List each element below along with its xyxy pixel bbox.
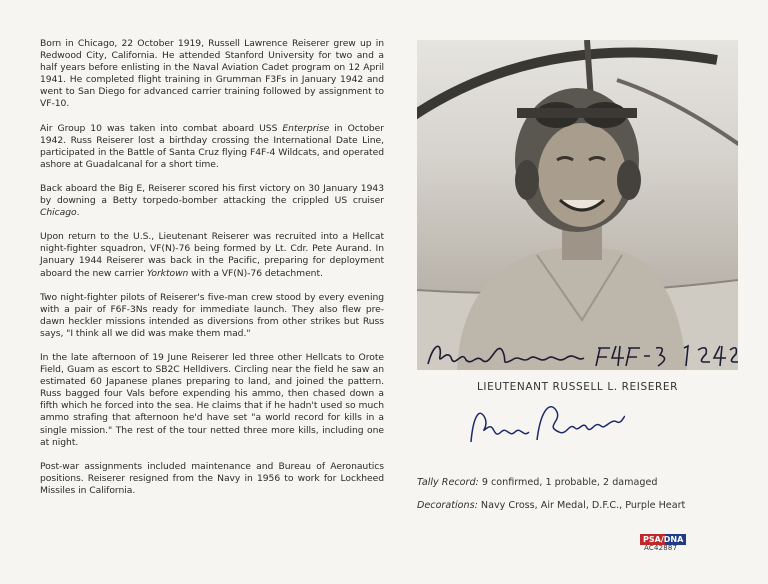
pilot-portrait-photo <box>417 40 738 370</box>
pilot-portrait-illustration <box>417 40 738 370</box>
bio-paragraph-4: Upon return to the U.S., Lieutenant Reiserer was recruited into a Hellcat night-fighter squadron, VF(N)-76 being formed by Lt. Cdr. Pete Aurand. In January 1944 Reiserer was back in the Pacific, preparing for deployment aboard the new carrier Yorktown with a VF(N)-76 detachment. <box>40 231 384 279</box>
ship-name-enterprise: Enterprise <box>282 122 330 134</box>
bio-paragraph-7: Post-war assignments included maintenance and Bureau of Aeronautics positions. Reiserer resigned from the Navy in 1956 to work for Lockheed Missiles in California. <box>40 460 384 496</box>
autograph-signature <box>465 398 625 456</box>
decorations <box>417 500 685 511</box>
psa-dna-logo: PSA/DNA <box>640 534 686 545</box>
bio-paragraph-2: Air Group 10 was taken into combat aboard USS Enterprise in October 1942. Russ Reiserer lost a birthday crossing the International Date Line, participated in the Battle of Santa Cruz flying F4F-4 Wildcats, and operated ashore at Guadalcanal for a short time. <box>40 122 384 170</box>
decorations-label: Decorations: <box>417 500 478 511</box>
tally-record <box>417 477 657 488</box>
tally-record-value: 9 confirmed, 1 probable, 2 damaged <box>478 477 658 488</box>
ship-name-chicago: Chicago <box>40 207 77 219</box>
autograph-signature-handwriting <box>465 398 625 456</box>
bio-paragraph-6: In the late afternoon of 19 June Reiserer led three other Hellcats to Orote Field, Guam as escort to SB2C Helldivers. Circling near the field he saw an estimated 60 Japanese planes preparing to land, and joined the pattern. Russ bagged four Vals before expending his ammo, then chased down a fifth which he forced into the sea. He claims that if he hadn't used so much ammo strafing that afternoon he'd have set "a world record for kills in a single mission." The rest of the tour netted three more kills, including one at night. <box>40 351 384 448</box>
photo-inscription <box>422 336 738 374</box>
bio-paragraph-3: Back aboard the Big E, Reiserer scored his first victory on 30 January 1943 by downing a Betty torpedo-bomber attacking the crippled US cruiser Chicago. <box>40 182 384 219</box>
portrait-caption: LIEUTENANT RUSSELL L. REISERER <box>476 381 679 393</box>
bio-paragraph-1: Born in Chicago, 22 October 1919, Russell Lawrence Reiserer grew up in Redwood City, California. He attended Stanford University for two and a half years before enlisting in the Naval Aviation Cadet program on 12 April 1941. He completed flight training in Grumman F3Fs in January 1942 and went to San Diego for advanced carrier training followed by assignment to VF-10. <box>40 38 384 110</box>
tally-record-label: Tally Record: <box>417 477 479 488</box>
photo-inscription-handwriting <box>422 336 738 374</box>
biography-text <box>40 38 384 509</box>
certificate-number: AC42887 <box>644 544 678 552</box>
bio-paragraph-5: Two night-fighter pilots of Reiserer's five-man crew stood by every evening with a pair of F6F-3Ns ready for immediate launch. They also flew pre-dawn heckler missions intended as diversions from other strikes but Russ says, "I think all we did was make them mad." <box>40 291 384 339</box>
decorations-value: Navy Cross, Air Medal, D.F.C., Purple Heart <box>477 500 686 511</box>
ship-name-yorktown: Yorktown <box>146 267 189 279</box>
